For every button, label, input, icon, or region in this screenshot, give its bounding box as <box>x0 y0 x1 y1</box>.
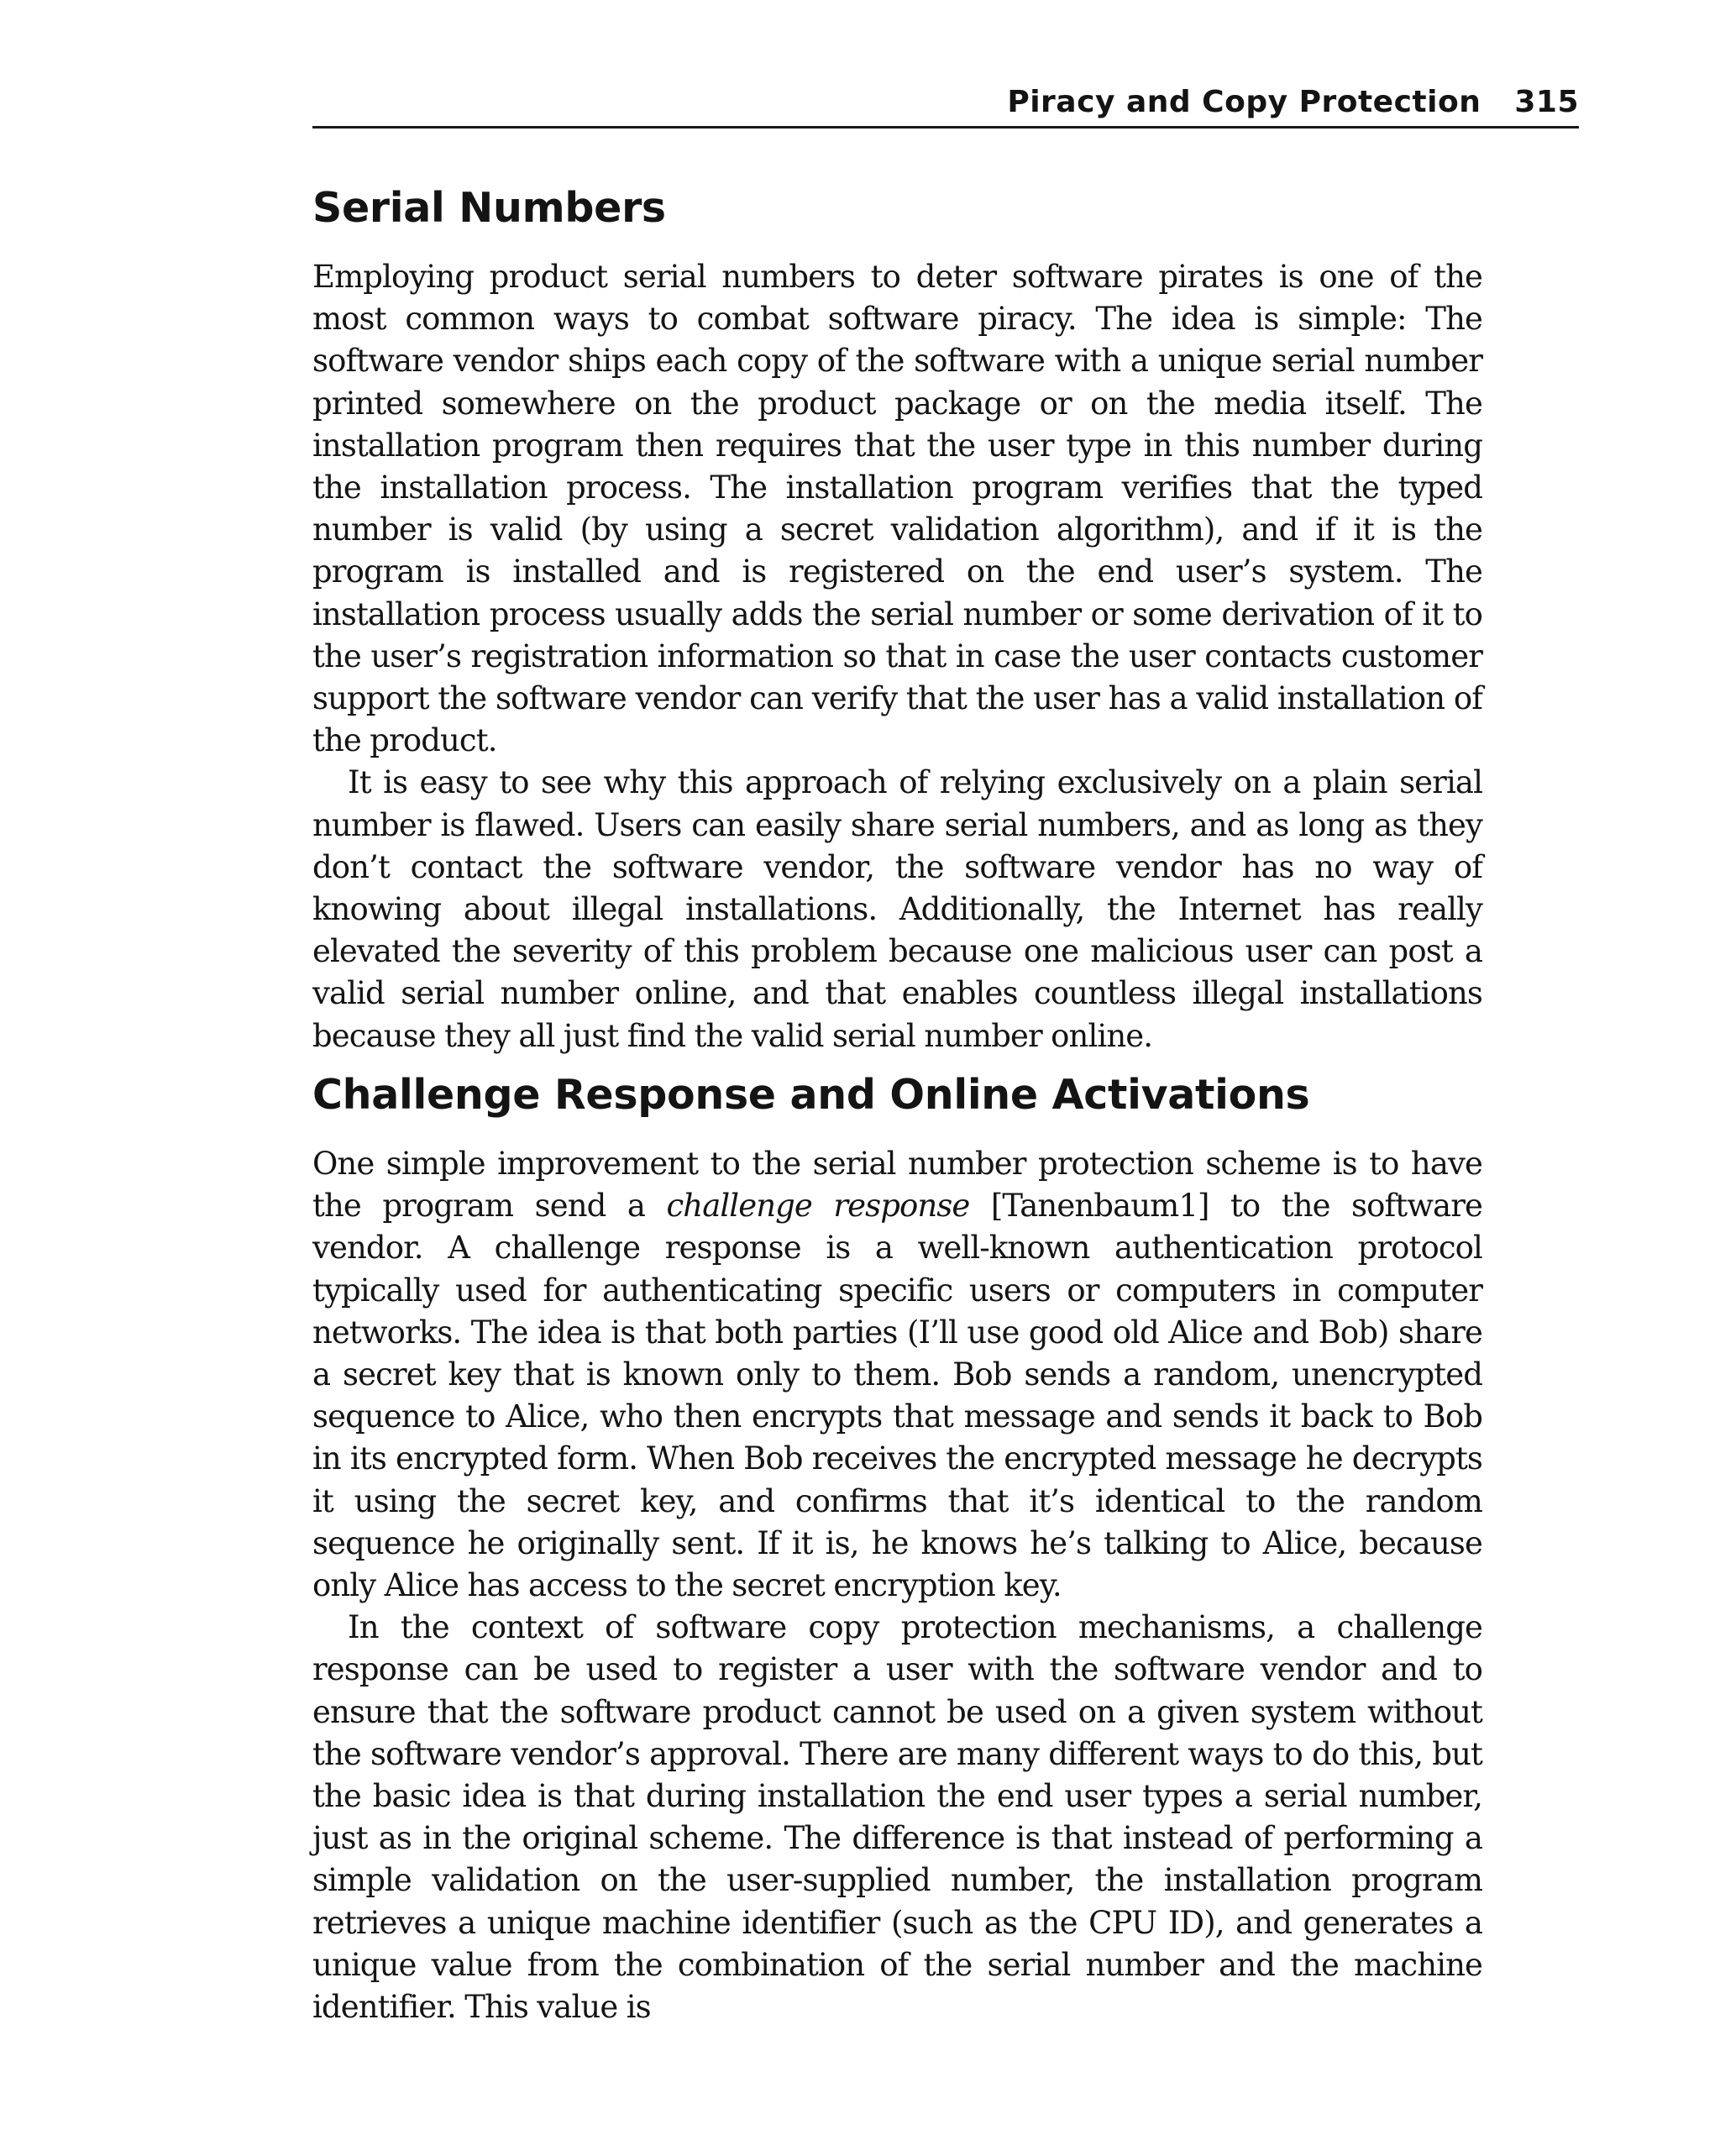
section-heading-challenge-response: Challenge Response and Online Activations <box>312 1071 1310 1119</box>
emphasized-term: challenge response <box>666 1188 970 1225</box>
paragraph-text: One simple improvement to the serial number protection scheme is to have the program send a <box>312 1146 1482 1225</box>
section-heading-serial-numbers: Serial Numbers <box>312 184 666 232</box>
paragraph: It is easy to see why this approach of relying exclusively on a plain serial number is flawed. Users can easily share serial numbers, and as long as they don’t contact the software vendor, the software vendor has no way of knowing about illegal installations. Additionally, the Internet has really elevated the severity of this problem because one malicious user can post a valid serial number online, and that enables countless illegal installations because they all just find the valid serial number online. <box>312 764 1482 1054</box>
paragraph: Employing product serial numbers to deter software pirates is one of the most common ways to combat software piracy. The idea is simple: The software vendor ships each copy of the software with a unique serial number printed somewhere on the product package or on the media itself. The installation program then requires that the user type in this number during the installation process. The installation program verifies that the typed number is valid (by using a secret validation algorithm), and if it is the program is installed and is registered on the end user’s system. The installation process usually adds the serial number or some derivation of it to the user’s registration information so that in case the user contacts customer support the software vendor can verify that the user has a valid installation of the product. <box>312 259 1482 759</box>
running-title: Piracy and Copy Protection <box>1007 85 1481 119</box>
paragraph-text: [Tanenbaum1] to the software vendor. A challenge response is a well-known authentication protocol typically used for authenticating specific users or computers in computer networks. The idea is that both parties (I’ll use good old Alice and Bob) share a secret key that is known only to them. Bob sends a random, unencrypted sequence to Alice, who then encrypts that message and sends it back to Bob in its encrypted form. When Bob receives the encrypted message he decrypts it using the secret key, and confirms that it’s identical to the random sequence he originally sent. If it is, he knows he’s talking to Alice, because only Alice has access to the secret encryption key. <box>312 1188 1482 1604</box>
running-header <box>312 79 1579 129</box>
section-body-serial-numbers <box>312 256 1482 1057</box>
page-number: 315 <box>1514 85 1579 119</box>
paragraph <box>312 1143 1482 1607</box>
section-body-challenge-response <box>312 1143 1482 2028</box>
paragraph: In the context of software copy protection mechanisms, a challenge response can be used to register a user with the software vendor and to ensure that the software product cannot be used on a given system without the software vendor’s approval. There are many different ways to do this, but the basic idea is that during installation the end user types a serial number, just as in the original scheme. The difference is that instead of performing a simple validation on the user-supplied number, the installation program retrieves a unique machine identifier (such as the CPU ID), and generates a unique value from the combination of the serial number and the machine identifier. This value is <box>312 1609 1482 2026</box>
